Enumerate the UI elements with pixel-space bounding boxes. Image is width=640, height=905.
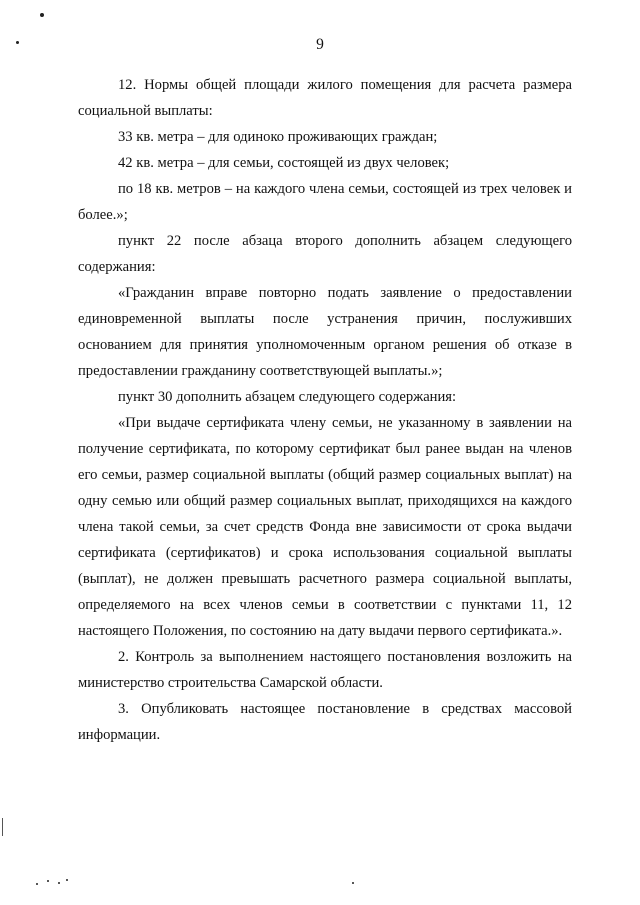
- paragraph-control: 2. Контроль за выполнением настоящего постановления возложить на министерство строительства Самарской области.: [78, 649, 572, 691]
- paragraph-norm-single: 33 кв. метра – для одиноко проживающих граждан;: [118, 129, 438, 145]
- paragraph-norm-two-persons: 42 кв. метра – для семьи, состоящей из двух человек;: [118, 155, 450, 171]
- scan-speck: [66, 879, 68, 881]
- scan-speck: [40, 13, 44, 17]
- scan-speck: [36, 883, 38, 885]
- paragraph-norms-heading: 12. Нормы общей площади жилого помещения для расчета размера социальной выплаты:: [78, 77, 572, 119]
- paragraph-publish: 3. Опубликовать настоящее постановление в средствах массовой информации.: [78, 701, 572, 743]
- paragraph-clause-30-text: «При выдаче сертификата члену семьи, не указанному в заявлении на получение сертификата, по которому сертификат был ранее выдан на членов его семьи, размер социальной выплаты (общий размер социальных выплат) на одну семью или общий размер социальных выплат, приходящихся на каждого члена такой семьи, за счет средств Фонда вне зависимости от срока выдачи сертификата (сертификатов) и срока использования социальной выплаты (выплат), не должен превышать расчетного размера социальной выплаты, определяемого на всех членов семьи в соответствии с пунктами 11, 12 настоящего Положения, по состоянию на дату выдачи первого сертификата.».: [78, 415, 572, 639]
- scan-edge-line: [2, 818, 3, 836]
- scan-speck: [58, 882, 60, 884]
- paragraph-clause-22-text: «Гражданин вправе повторно подать заявление о предоставлении единовременной выплаты после устранения причин, послуживших основанием для принятия уполномоченным органом решения об отказе в предоставлении гражданину соответствующей выплаты.»;: [78, 285, 572, 379]
- scan-speck: [352, 882, 354, 884]
- page-number: 9: [316, 36, 324, 53]
- paragraph-norm-three-plus: по 18 кв. метров – на каждого члена семьи, состоящей из трех человек и более.»;: [78, 181, 572, 223]
- paragraph-clause-30: пункт 30 дополнить абзацем следующего содержания:: [118, 389, 457, 405]
- paragraph-clause-22: пункт 22 после абзаца второго дополнить абзацем следующего содержания:: [78, 233, 572, 275]
- document-body: [78, 72, 572, 748]
- scan-speck: [47, 880, 49, 882]
